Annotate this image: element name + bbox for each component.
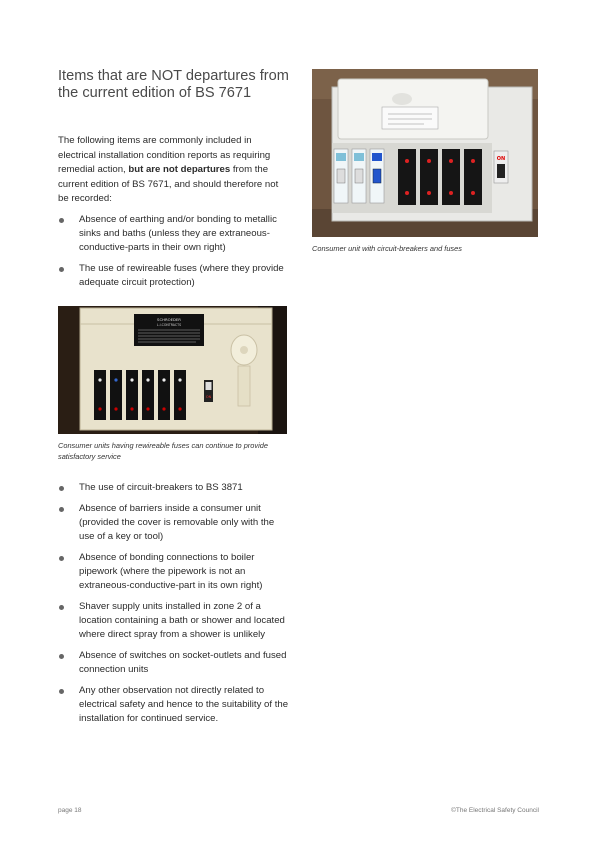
list-item-text: Absence of switches on socket-outlets and fused connection units	[79, 650, 287, 675]
list-item-text: The use of circuit-breakers to BS 3871	[79, 482, 243, 493]
page-heading: Items that are NOT departures from the current edition of BS 7671	[58, 68, 289, 101]
bullet-icon	[59, 689, 64, 694]
label-title: SCHROEDER	[157, 317, 181, 322]
list-item	[58, 684, 290, 726]
intro-bold-text: but are not departures	[128, 164, 231, 176]
list-item	[58, 649, 290, 677]
list-item-text: Shaver supply units installed in zone 2 of a location containing a bath or shower and located where direct spray from a shower is unlikely	[79, 601, 285, 640]
list-item	[58, 481, 290, 495]
list-item	[58, 600, 290, 642]
bullet-icon	[59, 507, 64, 512]
bullet-icon	[59, 486, 64, 491]
list-item-text: Absence of earthing and/or bonding to metallic sinks and baths (unless they are extraneous-conductive-parts in their own right)	[79, 214, 277, 253]
bullet-icon	[59, 605, 64, 610]
intro-text-2: from the current edition of BS 7671, and should therefore not be recorded:	[58, 164, 279, 205]
bullet-list-bottom	[58, 481, 290, 733]
list-item	[58, 551, 290, 593]
page-number: page 18	[58, 807, 82, 814]
list-item	[58, 213, 290, 255]
list-item-text: Any other observation not directly related to electrical safety and hence to the suitability of the installation for continued service.	[79, 685, 289, 724]
intro-text-1: The following items are commonly included in electrical installation condition reports as requiring remedial action,	[58, 135, 271, 176]
caption-rewireable-fuses: Consumer units having rewireable fuses can continue to provide satisfactory service	[58, 441, 268, 461]
consumer-unit-breakers-image	[312, 69, 538, 237]
consumer-unit-rewireable-image	[58, 306, 287, 434]
bullet-list-top	[58, 213, 290, 297]
switch-on-label: ON	[496, 156, 506, 162]
photo-rewireable-fuse-unit	[58, 306, 287, 434]
intro-paragraph	[58, 134, 290, 207]
copyright-notice: ©The Electrical Safety Council	[451, 807, 539, 814]
bullet-icon	[59, 267, 64, 272]
label-subtitle: L.I.CONTRACTS	[156, 323, 182, 327]
list-item-text: Absence of barriers inside a consumer unit (provided the cover is removable only with the use of a key or tool)	[79, 503, 275, 542]
photo-breaker-fuse-unit	[312, 69, 538, 237]
list-item	[58, 262, 290, 290]
bullet-icon	[59, 218, 64, 223]
list-item-text: Absence of bonding connections to boiler pipework (where the pipework is not an extraneous-conductive-part in its own right)	[79, 552, 263, 591]
switch-on-label: ON	[205, 395, 212, 399]
list-item-text: The use of rewireable fuses (where they provide adequate circuit protection)	[79, 263, 284, 288]
bullet-icon	[59, 556, 64, 561]
list-item	[58, 502, 290, 544]
caption-breakers-fuses: Consumer unit with circuit-breakers and fuses	[312, 244, 462, 253]
bullet-icon	[59, 654, 64, 659]
